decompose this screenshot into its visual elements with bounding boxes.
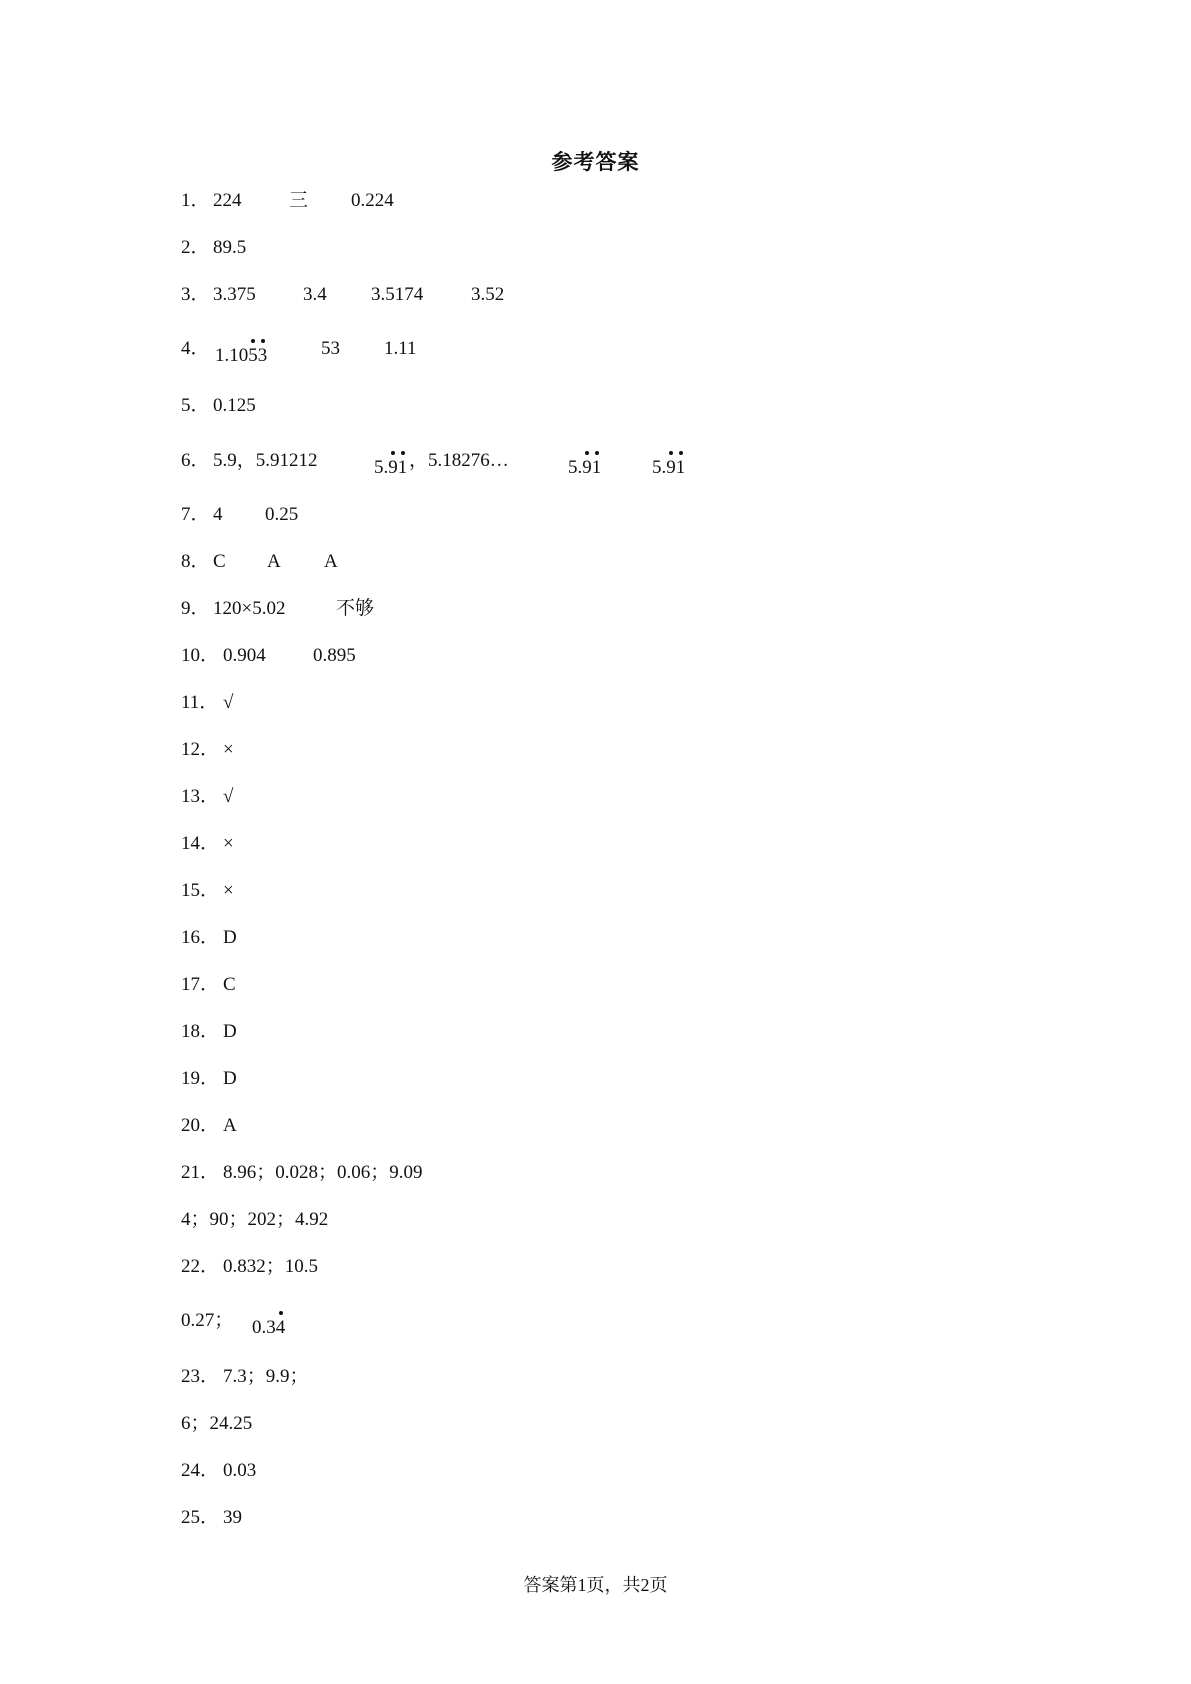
answer-value: 0.832；10.5 (223, 1256, 319, 1277)
answer-number: 11． (181, 692, 219, 713)
answer-value: A (324, 551, 338, 572)
answer-value: 39 (223, 1507, 242, 1528)
repeat-digit: 5 (248, 345, 258, 367)
answer-value: 3.375 (213, 284, 256, 305)
answer-number: 8． (181, 551, 210, 572)
repeat-dot-icon (669, 451, 673, 455)
answer-value: 0.25 (265, 504, 299, 525)
answer-value: 0.224 (351, 190, 394, 211)
answer-number: 12． (181, 739, 220, 760)
answer-number: 25． (181, 1507, 220, 1528)
answer-value: 5.9，5.91212 (213, 450, 318, 471)
answer-value: × (223, 833, 234, 854)
answer-number: 21． (181, 1162, 220, 1183)
answer-number: 23． (181, 1366, 220, 1387)
answer-value: 8.96；0.028；0.06；9.09 (223, 1162, 423, 1183)
answer-value: 3.5174 (371, 284, 424, 305)
answer-number: 20． (181, 1115, 220, 1136)
answer-number: 6． (181, 450, 210, 471)
repeat-dot-icon (401, 451, 405, 455)
answer-number: 5． (181, 395, 210, 416)
answer-value: 4；90；202；4.92 (181, 1209, 329, 1230)
repeating-decimal (215, 345, 267, 367)
repeat-dot-icon (391, 451, 395, 455)
answer-number: 2． (181, 237, 210, 258)
repeat-digit: 1 (398, 457, 408, 479)
repeat-dot-icon (251, 339, 255, 343)
answer-value: A (267, 551, 281, 572)
repeating-decimal: 5. 9 1 (374, 457, 407, 479)
repeat-digit: 9 (582, 457, 592, 479)
answer-number: 7． (181, 504, 210, 525)
answer-value: 120×5.02 (213, 598, 286, 619)
answer-value: 1.11 (384, 338, 417, 359)
repeat-dot-icon (585, 451, 589, 455)
repeat-digit: 4 (276, 1317, 286, 1339)
answer-value: C (213, 551, 226, 572)
answer-value: 224 (213, 190, 242, 211)
answer-value: 0.904 (223, 645, 266, 666)
repeat-dot-icon (261, 339, 265, 343)
answer-number: 3． (181, 284, 210, 305)
answer-value: 3.4 (303, 284, 327, 305)
answer-number: 15． (181, 880, 220, 901)
decimal-part: 1.10 (215, 345, 249, 366)
repeat-digit: 1 (592, 457, 602, 479)
repeating-decimal: 5. 9 1 (652, 457, 685, 479)
repeat-digit: 3 (258, 345, 268, 367)
answer-value: D (223, 927, 237, 948)
page-footer: 答案第1页，共2页 (523, 1575, 668, 1595)
answer-value: 0.895 (313, 645, 356, 666)
answer-number: 24． (181, 1460, 220, 1481)
repeat-digit: 9 (666, 457, 676, 479)
answer-value: 89.5 (213, 237, 247, 258)
answer-value: 6；24.25 (181, 1413, 253, 1434)
repeat-digit: 1 (676, 457, 686, 479)
repeat-dot-icon (279, 1311, 283, 1315)
answer-number: 10． (181, 645, 220, 666)
answer-number: 17． (181, 974, 220, 995)
answer-number: 22． (181, 1256, 220, 1277)
answer-value: √ (223, 786, 234, 807)
answer-value: D (223, 1068, 237, 1089)
answer-value: 0.03 (223, 1460, 257, 1481)
answer-value: 不够 (336, 598, 375, 619)
answer-value: ，5.18276… (409, 450, 509, 471)
answer-number: 4． (181, 338, 210, 359)
answer-number: 16． (181, 927, 220, 948)
answer-number: 9． (181, 598, 210, 619)
answer-value: × (223, 880, 234, 901)
repeat-digit: 9 (388, 457, 398, 479)
answer-value: 0.125 (213, 395, 256, 416)
answer-number: 14． (181, 833, 220, 854)
answer-value: √ (223, 692, 234, 713)
repeating-decimal: 5. 9 1 (568, 457, 601, 479)
answer-value: 4 (213, 504, 223, 525)
answer-value: 7.3；9.9； (223, 1366, 309, 1387)
answer-value: 0.27； (181, 1310, 234, 1331)
answer-value: 三 (289, 190, 309, 211)
answer-value: 3.52 (471, 284, 505, 305)
answer-value: A (223, 1115, 237, 1136)
answer-number: 1． (181, 190, 210, 211)
repeating-decimal: 0.3 4 (252, 1317, 285, 1339)
page-title: 参考答案 (551, 150, 640, 174)
answer-value: D (223, 1021, 237, 1042)
answer-value: C (223, 974, 236, 995)
answer-value: × (223, 739, 234, 760)
answer-number: 19． (181, 1068, 220, 1089)
repeat-dot-icon (595, 451, 599, 455)
answer-number: 13． (181, 786, 220, 807)
answer-number: 18． (181, 1021, 220, 1042)
answer-value: 53 (321, 338, 340, 359)
repeat-dot-icon (679, 451, 683, 455)
